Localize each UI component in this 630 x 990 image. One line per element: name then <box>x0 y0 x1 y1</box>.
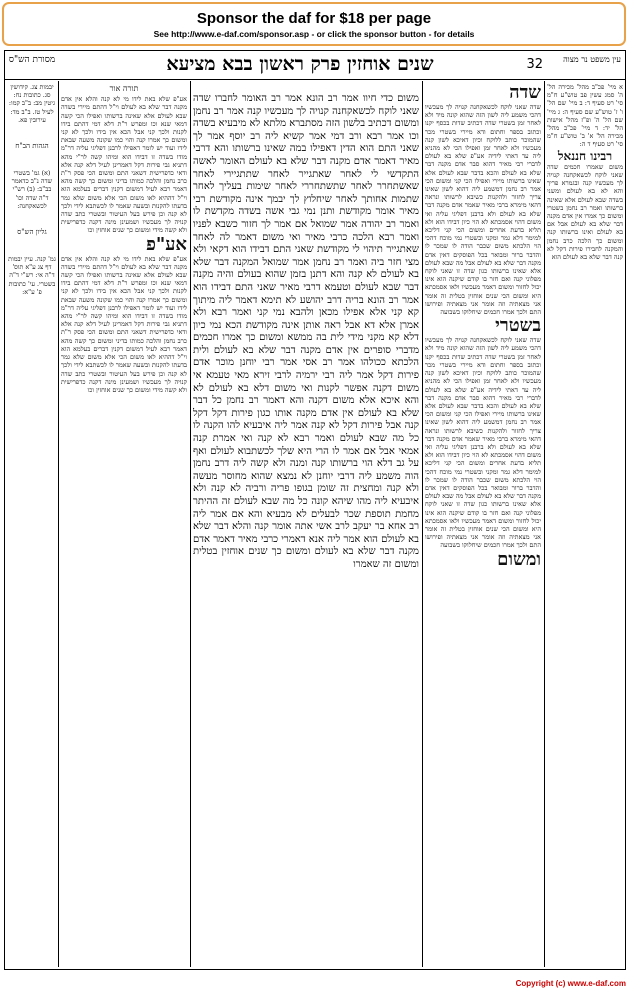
torah-or-label: תורה אור <box>109 84 139 93</box>
hagahot-text: (א) גמ' בשטרי שדה נ"ב כדאמר בב"ב: (ב) רש"י ד"ה שדה וכו' לכשאקחנה: <box>11 169 53 210</box>
page-header <box>5 53 625 77</box>
rashi-text: שדה שאני לוקח לכשאקחנה קנויה לך מעכשיו דהכי משמע ליה לשון הזה שהוא קונה מיד ולא לאחר זמן בשטרי שדה דכתיב שדות בכסף יקנו וכתוב בספר וחתום ודא מיירי בשטרי מכר שהמוכר כותב ללוקח וכיון דאיכא לשון קנה מעכשיו ולא לאחר זמן ואפילו הכי לא מהניא ליה עד דאתי לידיה אע"פ שלא בא לעולם לדברי רבי מאיר דהוא סבר אדם מקנה דבר שלא בא לעולם והכא בדבר שבא לעולם אלא שאינו ברשותו מיירי ואפילו הכי קני ומשום הכי אמר רב נחמן דמשמע ליה דהוא לשון שאינו צריך לחזור ולהקנות כשיבא לרשותו ונראה דהאי מימרא ברבי מאיר שאמר אדם מקנה דבר שלא בא לעולם ולא ברבנן דפליגי עליה ואי משום דהוי אסמכתא לא הוי כיון דבידו הוא ולא תליא בדעת אחרים ומשום הכי קני דליכא למימר דלא גמר ומקני ובשטרי נמי מוכח דהכי הוי הלכתא משום שכבר הודה לו שמכר לו והדבר ברור ומבואר בכל הפוסקים דאין אדם מקנה דבר שלא בא לעולם אבל מה שבא לעולם אלא שאינו ברשותו כגון שדה זו שאני לוקח מפלוני קנה ואם חזר בו קודם שיקנה הוא אינו יכול לחזור ומשום דאמר מעכשיו ולאו אסמכתא היא ומשום הכי שנים אוחזין בטלית זה אומר אני מצאתיה וזה אומר אני מצאתיה ופירושו התם ולכך אמרו חכמים שיחלוקו בשבועה <box>425 103 541 317</box>
rabeinu-chananel-text: משום שאמרו חכמים שדה שאני לוקח לכשאקחנה קנויה לך מעכשיו קנה ובגמרא פריך והא לא בא לעולם ומשני בשדה שבא לעולם אלא שאינה ברשותו ואמר רב נחמן בשטרי ומשום כך אמרו אין אדם מקנה דבר שלא בא לעולם אבל אם בא לעולם ואינו ברשותו קנה ומשום כך הלכה כרב נחמן והמקנה לחבירו פירות דקל לא קנה דבר שלא בא לעולם הוא <box>547 162 623 262</box>
tosafot-column <box>61 83 187 963</box>
rabeinu-chananel-label: רבינו חננאל <box>557 148 613 163</box>
rashi-column <box>425 83 541 963</box>
aneym-heading: אע"פ <box>146 233 187 255</box>
beshtari-heading: בשטרי <box>495 315 541 337</box>
copyright-notice: Copyright (c) www.e-daf.com <box>515 979 626 988</box>
sponsor-banner-button[interactable] <box>2 2 626 46</box>
masoret-text: יבמות צג. קידושין סג. כתובות נח: גיטין מב: ב"ב קמו: לעיל טז. ב"ב מד: עירובין פא. <box>8 83 56 124</box>
header-rule <box>5 79 625 80</box>
ein-mishpat-header: עין משפט נר מצוה <box>563 55 621 64</box>
divider-rashi <box>422 81 423 967</box>
page-title: שנים אוחזין פרק ראשון בבא מציעא <box>166 53 434 75</box>
divider-right-margin <box>544 81 545 967</box>
gilyon-text: גמ' קנה. עיין יבמות דף צג ע"א תוס' ד"ה אי: רש"י ד"ה בשטרי. עי' כתובות פ' ע"א: <box>8 255 56 296</box>
gemara-column <box>193 83 419 963</box>
talmud-page <box>4 50 626 970</box>
divider-left-margin <box>58 81 59 967</box>
sponsor-title: Sponsor the daf for $18 per page <box>196 10 432 27</box>
tosafot-text: אע"פ שלא באת לידו מי לא קנה והלא אין אדם מקנה דבר שלא בא לעולם וי"ל דהתם מיירי בשדה שבא לעולם אלא שאינה ברשותו ואפילו הכי קשה דמאי שנא וכו ומפרש ר"ת דלא דמי דהתם בידו לקנות ולכך קני אבל הכא אין בידו ולכך לא קני ומשום כך אמרו קנה והוי כמו שקונה משעה שבאת לידו ועוד יש לומר דאפילו לרבנן דפליגי עליה דר"מ מודו בשדה זו דבידו הוא ומיהו קשה לר"י מהא דתניא גבי פירות דקל דאמרינן לעיל דלא קנה אלא ודאי כדפרישית דשאני התם ומשום הכי פסק ר"ת כרב נחמן והלכה כמותו בדיני ומשום כך קשה מהא דאמר רבא לעיל דמשום דקנין דברים בעלמא הוא וי"ל דההיא לאו משום הכי אלא משום שלא גמר בדעתו להקנות ובשעה שאמר לו לכשתבא לידי ולכך לא קנה וכן פירש בעל העיטור ובשטרי כתב שדה קנויה לך מעכשיו ושמעינן מינה דקנה כדפרישית ולא קשה מידי ומשום כך שנים אוחזין וכו <box>61 95 187 235</box>
sponsor-subtitle: See http://www.e-daf.com/sponsor.asp - or click the sponsor button - for details <box>153 29 475 39</box>
page-number: 32 <box>526 57 543 72</box>
ein-mishpat-text: א מיי' פכ"ב מהל' מכירה הל' ה' סמג עשין פב טוש"ע ח"מ סי' רט סעיף ד: ב מיי' שם הל' ו' ז' טוש"ע שם סעיף ה: ג מיי' שם הל' ה' ופ"ז מהל' אישות הל' יד: ד מיי' פכ"ב מהל' מכירה הל' א' ב' טוש"ע ח"מ סי' רט סעיף ד ה: <box>547 83 623 149</box>
umishum-heading: ומשום <box>497 548 541 570</box>
left-margin-column <box>7 83 57 963</box>
divider-gemara <box>190 81 191 967</box>
masoret-header: מסורת הש"ס <box>8 55 56 65</box>
hagahot-label: הגהות הב"ח <box>15 142 49 151</box>
gilyon-label: גליון הש"ס <box>17 228 47 237</box>
sadeh-heading: שדה <box>509 83 541 103</box>
gemara-text: משום כדי חיוו אמר רב הונא אמר רב האומר לחברו שדה שאני לוקח לכשאקחנה קנויה לך מעכשיו קנה אמר רב נחמן ומשום דכתיב בלשון הזה מסתברא מלתא לא מיבעיא בשדה וכו אמר רבא ורב דמי אמר קשיא ליה רב יוסף אמר לך שאני התם הוא הדין דאפילו במה שאינו ברשותו והא דרבי מאיר דאמר אדם מקנה דבר שלא בא לעולם האומר לאשה התקדשי לי לאחר שאתגייר לאחר שתתגיירי לאחר שאשתחרר לאחר שתשתחררי לאחר שימות בעליך לאחר שתמות אחותך לאחר שיחלוץ לך יבמך אינה מקודשת רבי מאיר אומר מקודשת ותנן נמי גבי אשה בשדה מקדשת לו ואמר רב יהודה אמר שמואל אם אמר לך חזור כשבא לפניו ואמר רבא הלכה כרבי מאיר ואי משום דאמר לה לאחר שאתגייר תיהוי לי מקודשת שאני התם דבידו הוא דקאי ולא מצי חזר ביה ואמר רב נחמן אמר שמואל המקנה דבר שלא בא לעולם לא קנה והא דתנן בזמן שהוא בעולם והיה מקנה דבר שבא לעולם וטעמא דרבי מאיר שאני התם דבידו הוא אמר רב הונא בריה דרב יהושע לא תימא דאמר ליה מיתוך קא קני אלא אפילו מכאן ולהבא נמי קני ואמר רבא ולא אמרן אלא דא אבל ראה אותן אינה מקודשת הכא נמי כיון דלא קא מקני מידי לית בה ממשא ומשום כך אמרו חכמים מדברי סופרים אין אדם מקנה דבר שלא בא לעולם ולית הלכתא ככולהו אמר רב אסי אמר רבי יוחנן מוכר אדם פירות דקל אמר ליה רבי ירמיה לרבי זירא מאי טעמא אי משום דקנה אפשר לקנות ואי משום דלא בא לעולם לא והא איכא אלא משום דקנה והא דאמר רב נחמן כל דבר שלא בא לעולם אין אדם מקנה אותו כגון פירות דקל דקל קנה אבל פירות דקל לא קנה אמר ליה איבעיא להו הקנה לו כל מה שבא לעולם ואמר רבא לא קנה ואי אמרת קנה אמאי אבל אם אמר לו הרי היא שלך לכשתבוא לעולם ואף על גב דלא הוי ברשותו קנה ומנה ולא קשה ליה דרב נחמן הוה משמע ליה דרבי יוחנן לא נמצא שהוא מחוסר מעשה ולא קנה ומחצית זה שומן בגופו פריה ורביה לא קנה ולא איבעיא ליה מהו שיהא קונה כל מה שבא לעולם זה ההיתר מחמת תוספת שכר לבעלים לא מבעיא והא אם אמר ליה רב אחא בר יעקב לרב אשי אתה אומר קנה והלא דבר שלא בא לעולם הוא אמר ליה אנא דאמרי כרבי מאיר דאמר אדם מקנה דבר שלא בא לעולם ומשום כך שנים אוחזין בטלית ומשום זה שאמרו <box>193 93 419 570</box>
rashi-text-cont: שדה שאני לוקח לכשאקחנה קנויה לך מעכשיו דהכי משמע ליה לשון הזה שהוא קונה מיד ולא לאחר זמן בשטרי שדה דכתיב שדות בכסף יקנו וכתוב בספר וחתום ודא מיירי בשטרי מכר שהמוכר כותב ללוקח וכיון דאיכא לשון קנה מעכשיו ולא לאחר זמן ואפילו הכי לא מהניא ליה עד דאתי לידיה אע"פ שלא בא לעולם לדברי רבי מאיר דהוא סבר אדם מקנה דבר שלא בא לעולם והכא בדבר שבא לעולם אלא שאינו ברשותו מיירי ואפילו הכי קני ומשום הכי אמר רב נחמן דמשמע ליה דהוא לשון שאינו צריך לחזור ולהקנות כשיבא לרשותו ונראה דהאי מימרא ברבי מאיר שאמר אדם מקנה דבר שלא בא לעולם ולא ברבנן דפליגי עליה ואי משום דהוי אסמכתא לא הוי כיון דבידו הוא ולא תליא בדעת אחרים ומשום הכי קני דליכא למימר דלא גמר ומקני ובשטרי נמי מוכח דהכי הוי הלכתא משום שכבר הודה לו שמכר לו והדבר ברור ומבואר בכל הפוסקים דאין אדם מקנה דבר שלא בא לעולם אבל מה שבא לעולם אלא שאינו ברשותו כגון שדה זו שאני לוקח מפלוני קנה ואם חזר בו קודם שיקנה הוא אינו יכול לחזור ומשום דאמר מעכשיו ולאו אסמכתא היא ומשום הכי שנים אוחזין בטלית זה אומר אני מצאתיה וזה אומר אני מצאתיה ופירושו התם ולכך אמרו חכמים שיחלוקו בשבועה <box>425 336 541 550</box>
tosafot-text-cont: אע"פ שלא באת לידו מי לא קנה והלא אין אדם מקנה דבר שלא בא לעולם וי"ל דהתם מיירי בשדה שבא לעולם אלא שאינה ברשותו ואפילו הכי קשה דמאי שנא וכו ומפרש ר"ת דלא דמי דהתם בידו לקנות ולכך קני אבל הכא אין בידו ולכך לא קני ומשום כך אמרו קנה והוי כמו שקונה משעה שבאת לידו ועוד יש לומר דאפילו לרבנן דפליגי עליה דר"מ מודו בשדה זו דבידו הוא ומיהו קשה לר"י מהא דתניא גבי פירות דקל דאמרינן לעיל דלא קנה אלא ודאי כדפרישית דשאני התם ומשום הכי פסק ר"ת כרב נחמן והלכה כמותו בדיני ומשום כך קשה מהא דאמר רבא לעיל דמשום דקנין דברים בעלמא הוא וי"ל דההיא לאו משום הכי אלא משום שלא גמר בדעתו להקנות ובשעה שאמר לו לכשתבא לידי ולכך לא קנה וכן פירש בעל העיטור ובשטרי כתב שדה קנויה לך מעכשיו ושמעינן מינה דקנה כדפרישית ולא קשה מידי ומשום כך שנים אוחזין וכו <box>61 254 187 394</box>
right-margin-column <box>547 83 623 963</box>
